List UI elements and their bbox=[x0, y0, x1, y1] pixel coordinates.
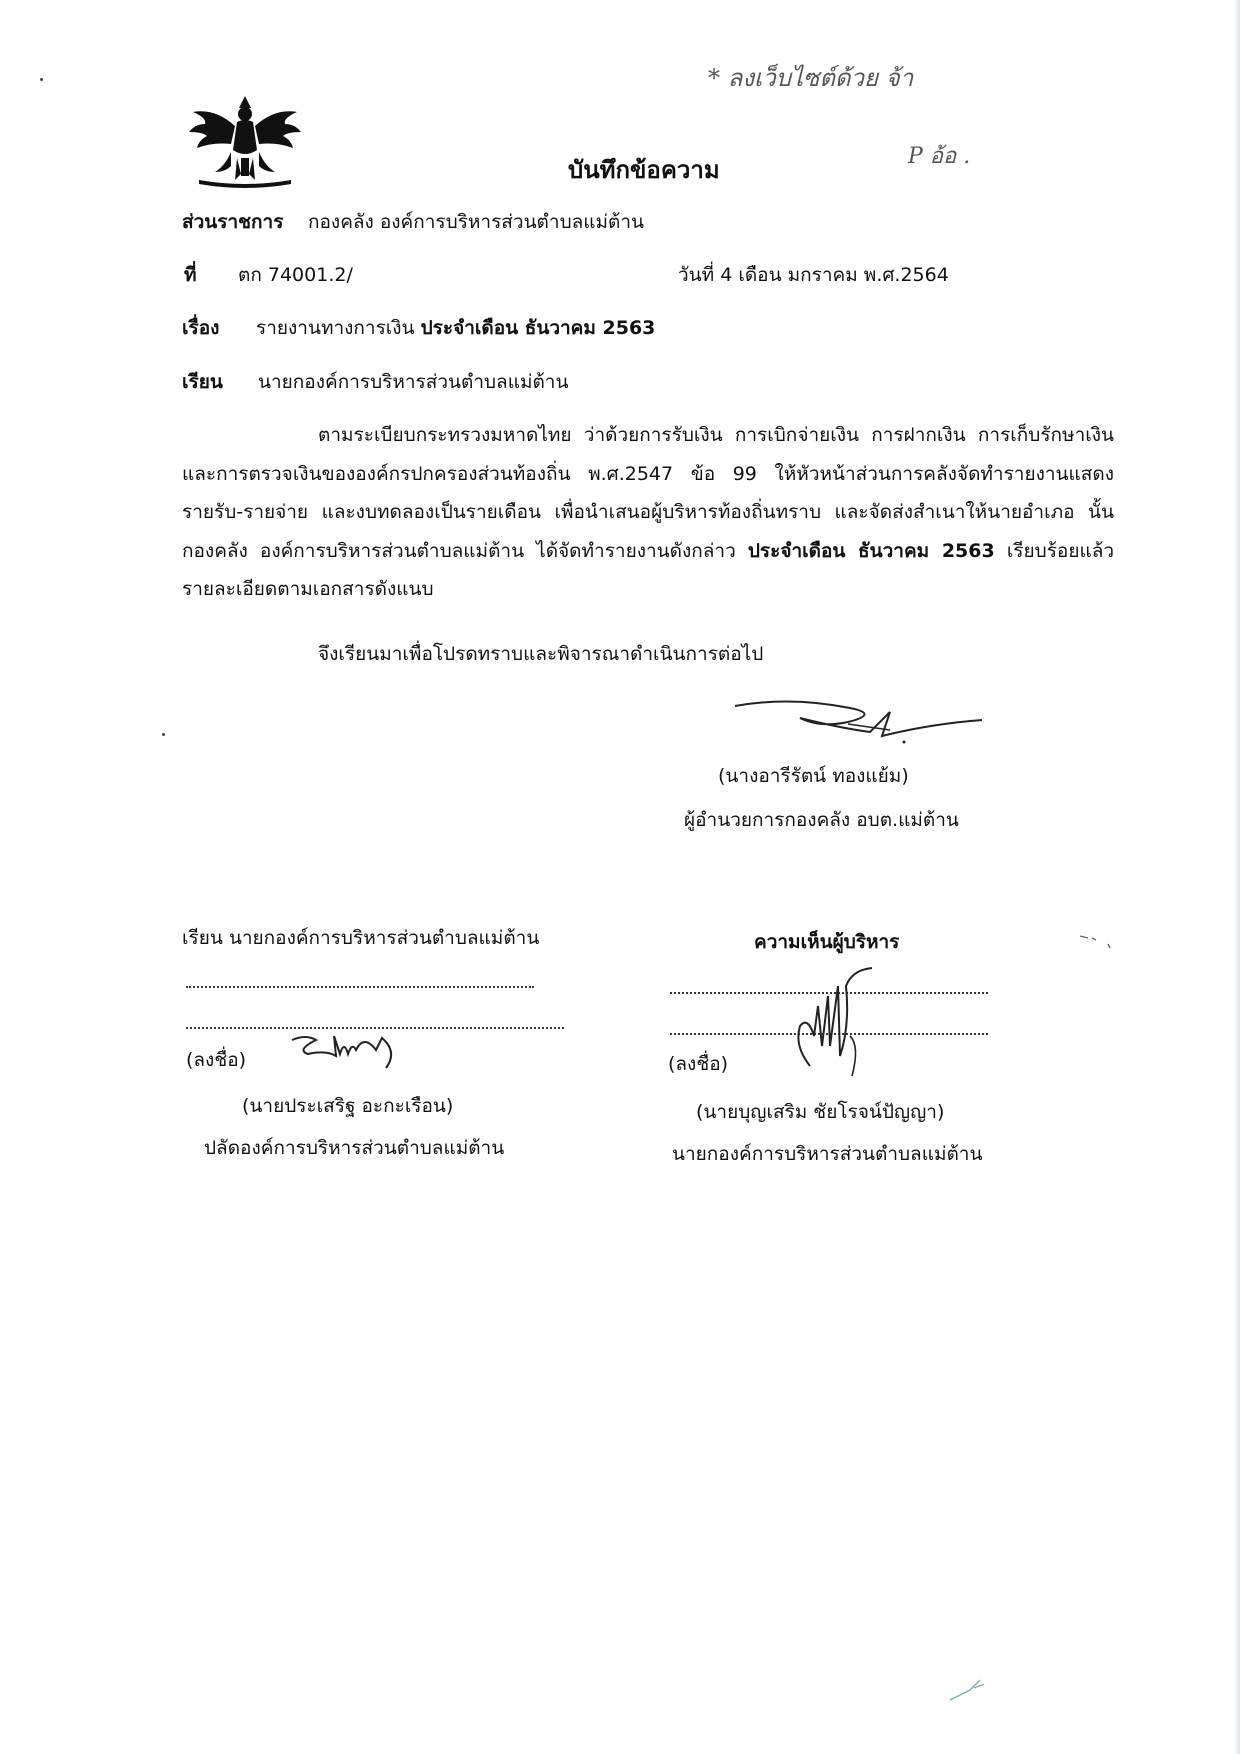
subject-value: รายงานทางการเงิน bbox=[256, 317, 415, 339]
to-label: เรียน bbox=[182, 371, 223, 393]
subject-line bbox=[256, 316, 655, 340]
deputy-position: ปลัดองค์การบริหารส่วนตำบลแม่ต้าน bbox=[204, 1137, 505, 1159]
scan-mark bbox=[940, 1670, 1000, 1710]
left-sign-label: (ลงชื่อ) bbox=[186, 1049, 247, 1071]
scan-mark bbox=[1078, 930, 1118, 950]
chief-executive-position: นายกองค์การบริหารส่วนตำบลแม่ต้าน bbox=[672, 1143, 983, 1165]
body-text-part1: ตามระเบียบกระทรวงมหาดไทย ว่าด้วยการรับเงิน การเบิกจ่ายเงิน การฝากเงิน การเก็บรักษาเงิน และการตรวจเงินขององค์กรปกครองส่วนท้องถิ่น พ.ศ.2547 ข้อ 99 ให้หัวหน้าส่วนการคลังจัดทำรายงานแสดงรายรับ-รายจ่าย และงบทดลองเป็นรายเดือน เพื่อนำเสนอผู้บริหารท้องถิ่นทราบ และจัดส่งสำเนาให้นายอำเภอ นั้น กองคลัง องค์การบริหารส่วนตำบลแม่ต้าน ได้จัดทำรายงานดังกล่าว bbox=[182, 424, 1114, 562]
finance-director-signature bbox=[730, 694, 990, 744]
ref-label: ที่ bbox=[184, 264, 197, 286]
scan-speck bbox=[40, 78, 43, 81]
to-value: นายกองค์การบริหารส่วนตำบลแม่ต้าน bbox=[258, 371, 569, 393]
subject-label: เรื่อง bbox=[182, 317, 220, 339]
right-block-heading: ความเห็นผู้บริหาร bbox=[754, 931, 900, 953]
agency-label: ส่วนราชการ bbox=[182, 211, 284, 233]
chief-executive-name: (นายบุญเสริม ชัยโรจน์ปัญญา) bbox=[696, 1101, 945, 1123]
garuda-emblem-icon bbox=[185, 88, 305, 188]
memo-title: บันทึกข้อความ bbox=[568, 156, 720, 184]
left-block-heading: เรียน นายกองค์การบริหารส่วนตำบลแม่ต้าน bbox=[182, 927, 540, 949]
scan-edge bbox=[1234, 0, 1240, 1754]
left-dotted-line-1 bbox=[186, 986, 534, 988]
handwritten-note-line2: P อ้อ . bbox=[908, 144, 971, 169]
date-value: วันที่ 4 เดือน มกราคม พ.ศ.2564 bbox=[678, 264, 949, 286]
left-dotted-line-2 bbox=[186, 1027, 564, 1029]
right-sign-label: (ลงชื่อ) bbox=[668, 1053, 729, 1075]
chief-executive-signature bbox=[790, 966, 880, 1086]
body-text-part2: เรียบร้อยแล้ว รายละเอียดตามเอกสารดังแนบ bbox=[182, 539, 1115, 600]
body-period-bold: ประจำเดือน ธันวาคม 2563 bbox=[747, 539, 995, 562]
handwritten-note-line1: * ลงเว็บไซต์ด้วย จ้า bbox=[708, 64, 914, 92]
closing-sentence: จึงเรียนมาเพื่อโปรดทราบและพิจารณาดำเนินการต่อไป bbox=[318, 643, 764, 665]
ref-value: ตก 74001.2/ bbox=[238, 264, 353, 286]
signer-position: ผู้อำนวยการกองคลัง อบต.แม่ต้าน bbox=[684, 809, 959, 831]
deputy-name: (นายประเสริฐ อะกะเรือน) bbox=[242, 1095, 454, 1117]
signer-name: (นางอารีรัตน์ ทองแย้ม) bbox=[718, 765, 909, 787]
agency-value: กองคลัง องค์การบริหารส่วนตำบลแม่ต้าน bbox=[308, 211, 645, 233]
scan-speck bbox=[162, 733, 165, 736]
subject-period: ประจำเดือน ธันวาคม 2563 bbox=[420, 317, 656, 339]
body-paragraph bbox=[182, 416, 1114, 609]
deputy-signature bbox=[286, 1030, 416, 1080]
